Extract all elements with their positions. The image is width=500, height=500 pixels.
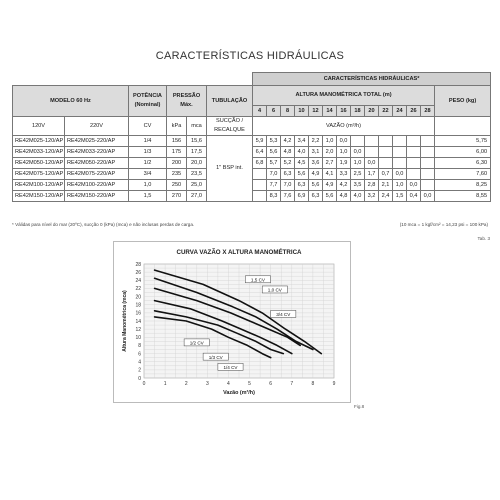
hydraulic-spec-table bbox=[12, 72, 491, 202]
model-120v: RE42M050-120/AP bbox=[13, 158, 65, 169]
flow-value: 4,1 bbox=[323, 169, 337, 180]
x-tick-label: 5 bbox=[248, 381, 251, 387]
flow-value: 5,6 bbox=[323, 191, 337, 202]
pressure-kpa: 156 bbox=[167, 136, 187, 147]
flow-value: 3,2 bbox=[365, 191, 379, 202]
flow-value: 6,4 bbox=[253, 147, 267, 158]
model-120v: RE42M033-120/AP bbox=[13, 147, 65, 158]
flow-value: 2,4 bbox=[379, 191, 393, 202]
pressure-mca: 25,0 bbox=[187, 180, 207, 191]
flow-value bbox=[407, 158, 421, 169]
voltage-120v: 120V bbox=[13, 117, 65, 136]
flow-header: VAZÃO (m³/h) bbox=[253, 117, 435, 136]
flow-value: 3,6 bbox=[309, 158, 323, 169]
model-220v: RE42M075-220/AP bbox=[65, 169, 129, 180]
flow-value: 1,0 bbox=[337, 147, 351, 158]
y-tick-label: 26 bbox=[135, 269, 141, 276]
flow-value: 4,5 bbox=[295, 158, 309, 169]
x-tick-label: 9 bbox=[332, 381, 336, 387]
flow-value: 5,2 bbox=[281, 158, 295, 169]
head-value: 24 bbox=[393, 106, 407, 117]
pressure-kpa: 200 bbox=[167, 158, 187, 169]
x-tick-label: 8 bbox=[311, 381, 315, 387]
head-value: 4 bbox=[253, 106, 267, 117]
flow-value: 7,7 bbox=[267, 180, 281, 191]
footnote-units: (10 mca = 1 kgf/cm² = 14,23 psi = 100 kPa) bbox=[399, 222, 488, 227]
head-value: 12 bbox=[309, 106, 323, 117]
flow-value: 0,0 bbox=[337, 136, 351, 147]
flow-value bbox=[253, 191, 267, 202]
model-220v: RE42M025-220/AP bbox=[65, 136, 129, 147]
flow-value: 1,9 bbox=[337, 158, 351, 169]
model-120v: RE42M150-120/AP bbox=[13, 191, 65, 202]
pressure-mca: 20,0 bbox=[187, 158, 207, 169]
y-tick-label: 18 bbox=[135, 302, 141, 309]
model-header: MODELO 60 Hz bbox=[13, 86, 129, 117]
flow-value: 0,7 bbox=[379, 169, 393, 180]
flow-value bbox=[365, 147, 379, 158]
flow-value: 1,0 bbox=[323, 136, 337, 147]
y-tick-label: 8 bbox=[138, 343, 141, 350]
y-axis-label: Altura Manométrica (mca) bbox=[122, 290, 128, 352]
model-220v: RE42M150-220/AP bbox=[65, 191, 129, 202]
flow-value bbox=[407, 169, 421, 180]
y-tick-label: 14 bbox=[135, 318, 141, 325]
weight-value: 8,55 bbox=[435, 191, 491, 202]
flow-value: 4,0 bbox=[351, 191, 365, 202]
flow-value: 2,7 bbox=[323, 158, 337, 169]
flow-value: 5,6 bbox=[295, 169, 309, 180]
flow-value: 6,3 bbox=[309, 191, 323, 202]
piping-value: 1" BSP int. bbox=[207, 136, 253, 202]
flow-value bbox=[393, 158, 407, 169]
flow-value: 7,0 bbox=[267, 169, 281, 180]
power-cv: 1,5 bbox=[129, 191, 167, 202]
flow-value: 5,3 bbox=[267, 136, 281, 147]
power-cv: 1/4 bbox=[129, 136, 167, 147]
flow-value bbox=[421, 158, 435, 169]
head-value: 10 bbox=[295, 106, 309, 117]
flow-value bbox=[253, 180, 267, 191]
flow-value: 4,9 bbox=[323, 180, 337, 191]
x-tick-label: 2 bbox=[184, 381, 188, 387]
flow-value: 0,0 bbox=[407, 180, 421, 191]
flow-value bbox=[351, 136, 365, 147]
flow-value: 3,4 bbox=[295, 136, 309, 147]
table-ref: Tab. 3 bbox=[477, 236, 490, 241]
y-tick-label: 24 bbox=[135, 278, 141, 285]
cv-unit: CV bbox=[129, 117, 167, 136]
flow-value bbox=[421, 147, 435, 158]
weight-value: 8,25 bbox=[435, 180, 491, 191]
flow-value bbox=[365, 136, 379, 147]
flow-value: 1,0 bbox=[393, 180, 407, 191]
footnote-conditions: * Válidas para nível do mar (20ºC), sucção 0 (kPa) (mca) e não inclusas perdas de carga. bbox=[12, 222, 195, 227]
pressure-kpa: 250 bbox=[167, 180, 187, 191]
y-tick-label: 12 bbox=[135, 326, 141, 333]
series-label: 1/3 CV bbox=[208, 354, 223, 360]
y-tick-label: 2 bbox=[138, 367, 141, 374]
piping-header: TUBULAÇÃO bbox=[207, 86, 253, 117]
model-220v: RE42M050-220/AP bbox=[65, 158, 129, 169]
series-label: 1/2 CV bbox=[189, 340, 204, 346]
pressure-kpa: 235 bbox=[167, 169, 187, 180]
head-value: 20 bbox=[365, 106, 379, 117]
flow-value: 0,0 bbox=[351, 147, 365, 158]
flow-value: 6,3 bbox=[295, 180, 309, 191]
flow-value: 6,3 bbox=[281, 169, 295, 180]
flow-value: 0,4 bbox=[407, 191, 421, 202]
flow-value bbox=[379, 147, 393, 158]
weight-value: 6,00 bbox=[435, 147, 491, 158]
model-220v: RE42M033-220/AP bbox=[65, 147, 129, 158]
model-120v: RE42M025-120/AP bbox=[13, 136, 65, 147]
flow-value bbox=[421, 169, 435, 180]
y-tick-label: 20 bbox=[135, 294, 141, 301]
flow-value: 2,2 bbox=[309, 136, 323, 147]
pressure-mca: 15,6 bbox=[187, 136, 207, 147]
flow-value: 3,3 bbox=[337, 169, 351, 180]
flow-value bbox=[421, 180, 435, 191]
x-tick-label: 7 bbox=[290, 381, 294, 387]
flow-value: 5,6 bbox=[267, 147, 281, 158]
pressure-header: PRESSÃO Máx. bbox=[167, 86, 207, 117]
y-tick-label: 10 bbox=[135, 335, 141, 342]
flow-value bbox=[253, 169, 267, 180]
flow-value: 4,8 bbox=[337, 191, 351, 202]
power-header: POTÊNCIA (Nominal) bbox=[129, 86, 167, 117]
head-value: 14 bbox=[323, 106, 337, 117]
flow-value: 2,5 bbox=[351, 169, 365, 180]
figure-ref: Fig.8 bbox=[354, 404, 365, 409]
flow-value: 6,9 bbox=[295, 191, 309, 202]
flow-value: 4,9 bbox=[309, 169, 323, 180]
flow-value: 5,6 bbox=[309, 180, 323, 191]
series-label: 3/4 CV bbox=[276, 312, 291, 318]
head-value: 26 bbox=[407, 106, 421, 117]
page-title: CARACTERÍSTICAS HIDRÁULICAS bbox=[155, 50, 345, 62]
flow-value bbox=[379, 158, 393, 169]
flow-value: 3,1 bbox=[309, 147, 323, 158]
x-tick-label: 0 bbox=[142, 381, 146, 387]
flow-value: 0,0 bbox=[421, 191, 435, 202]
y-tick-label: 0 bbox=[138, 375, 141, 382]
head-header: ALTURA MANOMÉTRICA TOTAL (m) bbox=[253, 86, 435, 106]
flow-value: 0,0 bbox=[393, 169, 407, 180]
flow-value: 1,5 bbox=[393, 191, 407, 202]
y-tick-label: 22 bbox=[135, 286, 141, 293]
pressure-mca: 27,0 bbox=[187, 191, 207, 202]
y-tick-label: 16 bbox=[135, 310, 141, 317]
weight-header: PESO (kg) bbox=[435, 86, 491, 117]
power-cv: 1/2 bbox=[129, 158, 167, 169]
weight-value: 6,30 bbox=[435, 158, 491, 169]
x-tick-label: 6 bbox=[269, 381, 273, 387]
flow-value: 2,8 bbox=[365, 180, 379, 191]
kpa-unit: kPa bbox=[167, 117, 187, 136]
pressure-kpa: 175 bbox=[167, 147, 187, 158]
y-tick-label: 6 bbox=[138, 351, 141, 358]
flow-value: 5,9 bbox=[253, 136, 267, 147]
flow-value: 0,0 bbox=[365, 158, 379, 169]
flow-value bbox=[393, 136, 407, 147]
flow-value: 1,7 bbox=[365, 169, 379, 180]
voltage-220v: 220V bbox=[65, 117, 129, 136]
piping-sub: SUCÇÃO / RECALQUE bbox=[207, 117, 253, 136]
x-tick-label: 4 bbox=[227, 381, 230, 387]
flow-value: 4,8 bbox=[281, 147, 295, 158]
flow-value: 4,2 bbox=[281, 136, 295, 147]
head-value: 6 bbox=[267, 106, 281, 117]
x-axis-label: Vazão (m³/h) bbox=[223, 390, 255, 396]
chart-svg bbox=[114, 242, 350, 402]
flow-value: 2,0 bbox=[323, 147, 337, 158]
head-value: 16 bbox=[337, 106, 351, 117]
flow-value: 3,5 bbox=[351, 180, 365, 191]
table-row bbox=[13, 136, 491, 147]
pressure-kpa: 270 bbox=[167, 191, 187, 202]
x-tick-label: 3 bbox=[205, 381, 209, 387]
flow-value bbox=[407, 147, 421, 158]
flow-value: 8,3 bbox=[267, 191, 281, 202]
model-120v: RE42M100-120/AP bbox=[13, 180, 65, 191]
flow-value bbox=[407, 136, 421, 147]
flow-value: 2,1 bbox=[379, 180, 393, 191]
power-cv: 1,0 bbox=[129, 180, 167, 191]
flow-value: 4,2 bbox=[337, 180, 351, 191]
model-120v: RE42M075-120/AP bbox=[13, 169, 65, 180]
head-value: 8 bbox=[281, 106, 295, 117]
pump-curve-chart bbox=[113, 241, 351, 403]
series-label: 1,5 CV bbox=[250, 277, 265, 283]
head-value: 28 bbox=[421, 106, 435, 117]
flow-value: 6,8 bbox=[253, 158, 267, 169]
power-cv: 3/4 bbox=[129, 169, 167, 180]
flow-value: 7,6 bbox=[281, 191, 295, 202]
pressure-mca: 23,5 bbox=[187, 169, 207, 180]
model-220v: RE42M100-220/AP bbox=[65, 180, 129, 191]
series-label: 1/4 CV bbox=[223, 365, 238, 371]
flow-value bbox=[379, 136, 393, 147]
y-tick-label: 4 bbox=[138, 359, 141, 366]
chart-title: CURVA VAZÃO X ALTURA MANOMÉTRICA bbox=[176, 249, 302, 256]
pressure-mca: 17,5 bbox=[187, 147, 207, 158]
power-cv: 1/3 bbox=[129, 147, 167, 158]
weight-value: 7,60 bbox=[435, 169, 491, 180]
group-header: CARACTERÍSTICAS HIDRÁULICAS* bbox=[253, 73, 491, 86]
flow-value bbox=[421, 136, 435, 147]
flow-value: 1,0 bbox=[351, 158, 365, 169]
series-label: 1,0 CV bbox=[267, 287, 282, 293]
flow-value bbox=[393, 147, 407, 158]
mca-unit: mca bbox=[187, 117, 207, 136]
flow-value: 7,0 bbox=[281, 180, 295, 191]
weight-value: 5,75 bbox=[435, 136, 491, 147]
flow-value: 5,7 bbox=[267, 158, 281, 169]
x-tick-label: 1 bbox=[163, 381, 167, 387]
head-value: 22 bbox=[379, 106, 393, 117]
flow-value: 4,0 bbox=[295, 147, 309, 158]
y-tick-label: 28 bbox=[135, 261, 141, 268]
head-value: 18 bbox=[351, 106, 365, 117]
